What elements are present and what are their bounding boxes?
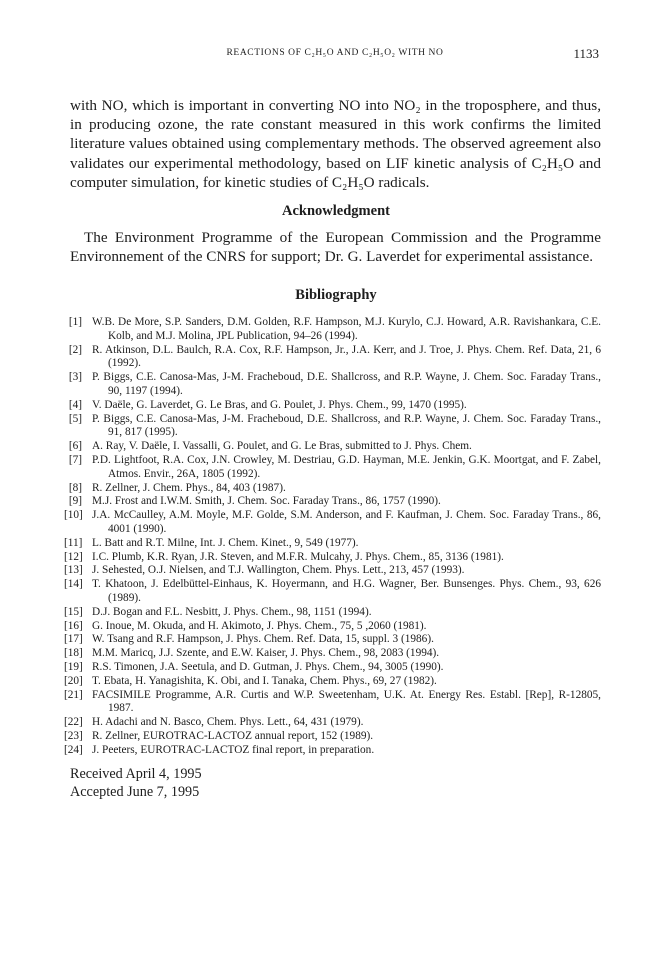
publication-dates [70,765,202,801]
reference-text: J. Sehested, O.J. Nielsen, and T.J. Wallington, Chem. Phys. Lett., 213, 457 (1993). [92,564,465,577]
reference-text: A. Ray, V. Daële, I. Vassalli, G. Poulet, and G. Le Bras, submitted to J. Phys. Chem. [92,440,472,453]
reference-item [70,482,601,496]
reference-item [70,371,601,399]
reference-item [70,495,601,509]
reference-text: R. Zellner, EUROTRAC-LACTOZ annual report, 152 (1989). [92,729,374,742]
reference-item [64,660,601,675]
reference-number: [22] [64,716,83,729]
reference-item [64,605,601,620]
reference-number: [14] [64,578,83,591]
reference-text: W.B. De More, S.P. Sanders, D.M. Golden, R.F. Hampson, M.J. Kurylo, C.J. Howard, A.R. Ravishankara, C.E. Kolb, and M.J. Molina, JPL Publication, 94–26 (1994). [92,316,601,342]
reference-text: L. Batt and R.T. Milne, Int. J. Chem. Kinet., 9, 549 (1977). [92,536,359,549]
reference-item [70,344,601,372]
reference-item [64,729,601,744]
reference-item [70,454,601,482]
body-paragraph: with NO, which is important in converting NO into NO₂ in the troposphere, and thus, in producing ozone, the rate constant measured in this work confirms the limited literature values obtained using complementary methods. The observed agreement also validates our experimental methodology, based on LIF kinetic analysis of C₂H₅O and computer simulation, for kinetic studies of C₂H₅O radicals. [70,97,601,191]
reference-number: [2] [68,343,82,356]
accepted-date: Accepted June 7, 1995 [70,784,200,800]
reference-item [70,316,601,344]
acknowledgment-paragraph: The Environment Programme of the European Commission and the Programme Environnement of the CNRS for support; Dr. G. Laverdet for experimental assistance. [70,229,601,266]
reference-text: M.M. Maricq, J.J. Szente, and E.W. Kaiser, J. Phys. Chem., 98, 2083 (1994). [92,647,440,660]
reference-item [64,536,601,551]
reference-number: [6] [68,440,82,453]
reference-text: R. Zellner, J. Chem. Phys., 84, 403 (1987). [92,481,286,494]
reference-text: J. Peeters, EUROTRAC-LACTOZ final report, in preparation. [92,743,375,756]
acknowledgment-heading: Acknowledgment [282,203,390,219]
reference-number: [16] [64,619,83,632]
bibliography-list [64,316,601,758]
reference-item [64,578,601,606]
reference-text: FACSIMILE Programme, A.R. Curtis and W.P. Sweetenham, U.K. At. Energy Res. Establ. [Rep], R-12805, 1987. [92,688,601,715]
reference-text: P. Biggs, C.E. Canosa-Mas, J-M. Fracheboud, D.E. Shallcross, and R.P. Wayne, J. Chem. Soc. Faraday Trans., 91, 817 (1995). [92,412,601,439]
reference-number: [13] [64,564,83,577]
reference-number: [10] [64,509,83,522]
reference-text: R. Atkinson, D.L. Baulch, R.A. Cox, R.F. Hampson, Jr., J.A. Kerr, and J. Troe, J. Phys. Chem. Ref. Data, 21, 6 (1992). [92,343,601,370]
reference-text: T. Ebata, H. Yanagishita, K. Obi, and I. Tanaka, Chem. Phys., 69, 27 (1982). [92,674,437,687]
reference-item [64,509,601,537]
reference-item [64,619,601,634]
reference-item [64,688,601,717]
running-title: REACTIONS OF C₂H₅O AND C₂H₅O₂ WITH NO [226,48,444,58]
reference-number: [7] [68,453,82,466]
reference-text: G. Inoue, M. Okuda, and H. Akimoto, J. Phys. Chem., 75, 5 ,2060 (1981). [92,619,427,632]
reference-item [64,743,601,758]
reference-text: V. Daële, G. Laverdet, G. Le Bras, and G. Poulet, J. Phys. Chem., 99, 1470 (1995). [92,398,467,411]
reference-text: R.S. Timonen, J.A. Seetula, and D. Gutman, J. Phys. Chem., 94, 3005 (1990). [92,660,444,673]
reference-number: [24] [64,743,83,756]
reference-item [70,399,601,413]
reference-number: [18] [64,647,83,660]
reference-text: T. Khatoon, J. Edelbüttel-Einhaus, K. Hoyermann, and H.G. Wagner, Ber. Bunsenges. Phys. Chem., 93, 626 (1989). [92,578,601,604]
reference-number: [9] [68,495,82,508]
reference-number: [4] [68,398,82,411]
reference-number: [12] [64,550,83,563]
reference-item [64,550,601,565]
reference-text: I.C. Plumb, K.R. Ryan, J.R. Steven, and M.F.R. Mulcahy, J. Phys. Chem., 85, 3136 (1981). [92,550,504,563]
reference-text: P. Biggs, C.E. Canosa-Mas, J-M. Fracheboud, D.E. Shallcross, and R.P. Wayne, J. Chem. Soc. Faraday Trans., 90, 1197 (1994). [92,371,601,397]
reference-number: [15] [64,605,83,618]
reference-number: [17] [64,633,83,646]
reference-number: [21] [64,688,83,701]
reference-text: J.A. McCaulley, A.M. Moyle, M.F. Golde, S.M. Anderson, and F. Kaufman, J. Chem. Soc. Faraday Trans., 86, 4001 (1990). [92,509,601,535]
reference-item [64,633,601,647]
reference-item [64,564,601,578]
reference-item [70,413,601,441]
reference-item [64,674,601,689]
reference-text: D.J. Bogan and F.L. Nesbitt, J. Phys. Chem., 98, 1151 (1994). [92,605,372,618]
reference-text: M.J. Frost and I.W.M. Smith, J. Chem. Soc. Faraday Trans., 86, 1757 (1990). [92,495,441,508]
bibliography-heading: Bibliography [295,287,377,303]
reference-number: [11] [64,536,83,549]
reference-number: [20] [64,674,83,687]
reference-text: P.D. Lightfoot, R.A. Cox, J.N. Crowley, M. Destriau, G.D. Hayman, M.E. Jenkin, G.K. Moortgat, and F. Zabel, Atmos. Envir., 26A, 1805 (1992). [92,453,601,480]
reference-text: H. Adachi and N. Basco, Chem. Phys. Lett., 64, 431 (1979). [92,716,364,729]
reference-item [64,647,601,661]
reference-item [70,440,601,454]
reference-number: [3] [68,371,82,384]
reference-number: [1] [68,316,82,328]
received-date: Received April 4, 1995 [70,766,202,782]
reference-text: W. Tsang and R.F. Hampson, J. Phys. Chem. Ref. Data, 15, suppl. 3 (1986). [92,633,434,646]
reference-number: [8] [68,481,82,494]
reference-item [64,716,601,730]
page-number: 1133 [573,46,599,61]
reference-number: [5] [68,412,82,425]
reference-number: [19] [64,660,83,673]
reference-number: [23] [64,729,83,742]
running-header [0,48,672,66]
